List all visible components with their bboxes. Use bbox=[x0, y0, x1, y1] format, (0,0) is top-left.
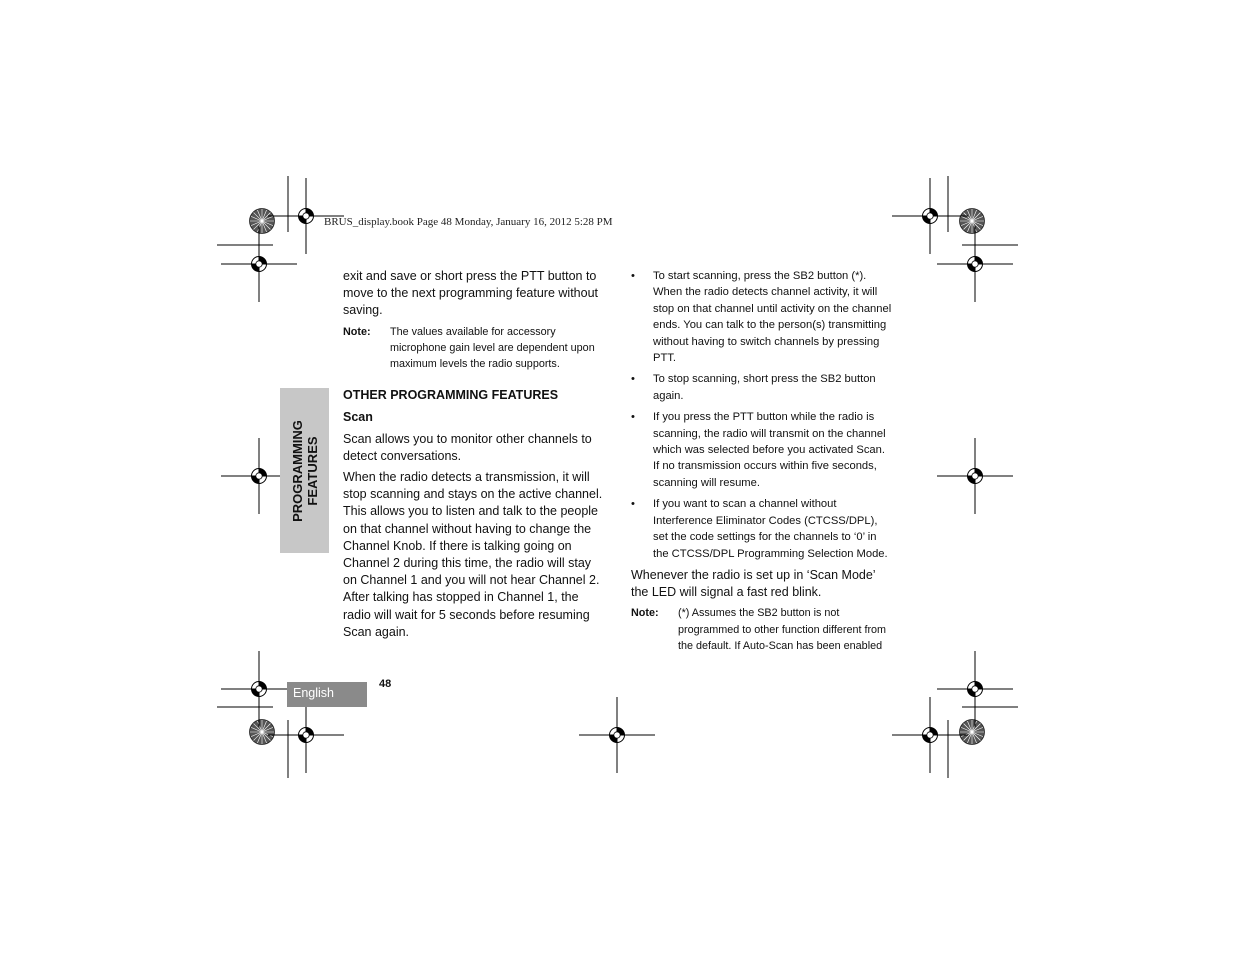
list-item: • If you press the PTT button while the radio is scanning, the radio will transmit on the channel which was selected before you activated Scan. If no transmission occurs within five seconds, scanning will resume. bbox=[631, 409, 893, 491]
bullet-list bbox=[631, 268, 893, 562]
body-paragraph: exit and save or short press the PTT button to move to the next programming feature without saving. bbox=[343, 269, 598, 318]
note bbox=[631, 605, 893, 654]
bullet-icon: • bbox=[631, 411, 635, 424]
bullet-icon: • bbox=[631, 373, 635, 386]
bullet-icon: • bbox=[631, 498, 635, 511]
note bbox=[343, 324, 605, 373]
language-tab: English bbox=[287, 682, 367, 707]
body-paragraph: When the radio detects a transmission, it will stop scanning and stays on the active channel. This allows you to listen and talk to the people on that channel without having to change the Channel Knob. If there is talking going on Channel 2 during this time, the radio will stay on Channel 1 and you will not hear Channel 2. After talking has stopped in Channel 1, the radio will wait for 5 seconds before resuming Scan again. bbox=[343, 469, 603, 639]
subsection-heading: Scan bbox=[343, 409, 373, 424]
book-header: BRUS_display.book Page 48 Monday, January 16, 2012 5:28 PM bbox=[324, 216, 613, 228]
note-label: Note: bbox=[343, 325, 371, 338]
right-column bbox=[631, 268, 893, 662]
chapter-side-tab-label: PROGRAMMING FEATURES bbox=[289, 419, 320, 522]
note-text: The values available for accessory microphone gain level are dependent upon maximum levels the radio supports. bbox=[390, 325, 595, 371]
left-column bbox=[343, 268, 605, 645]
list-item: • To start scanning, press the SB2 button (*). When the radio detects channel activity, it will stop on that channel until activity on the channel ends. You can talk to the person(s) transmitting without having to switch channels by pressing PTT. bbox=[631, 268, 893, 366]
note-text: (*) Assumes the SB2 button is not programmed to other function different from the default. If Auto-Scan has been enabled bbox=[678, 607, 887, 652]
list-item: • If you want to scan a channel without Interference Eliminator Codes (CTCSS/DPL), set the code settings for the channels to ‘0’ in the CTCSS/DPL Programming Selection Mode. bbox=[631, 496, 893, 562]
body-paragraph: Whenever the radio is set up in ‘Scan Mode’ the LED will signal a fast red blink. bbox=[631, 567, 876, 600]
list-item: • To stop scanning, short press the SB2 button again. bbox=[631, 371, 893, 404]
bullet-icon: • bbox=[631, 270, 635, 282]
note-label: Note: bbox=[631, 607, 659, 620]
section-heading: OTHER PROGRAMMING FEATURES bbox=[343, 387, 559, 402]
body-paragraph: Scan allows you to monitor other channels to detect conversations. bbox=[343, 431, 592, 463]
page-number: 48 bbox=[379, 678, 392, 690]
chapter-side-tab bbox=[280, 388, 329, 553]
